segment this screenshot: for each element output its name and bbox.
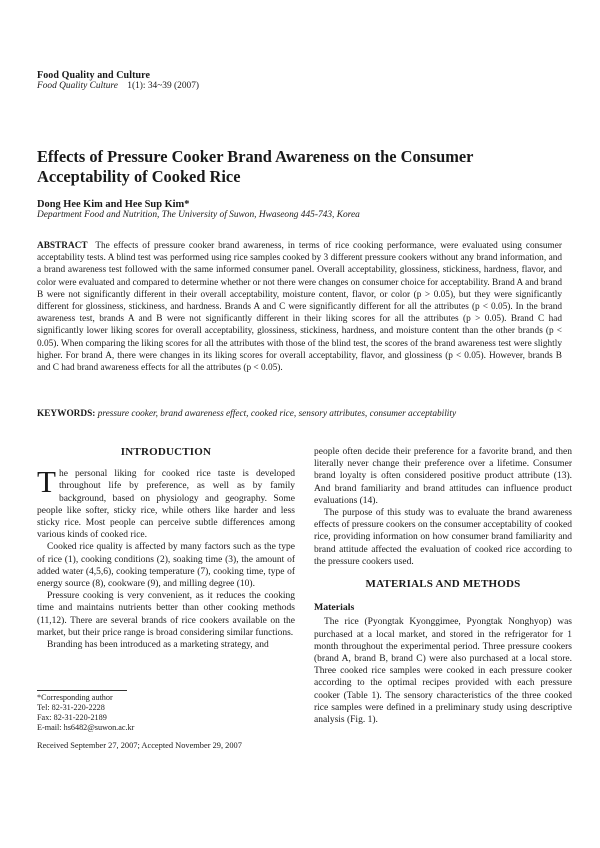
article-affiliation: Department Food and Nutrition, The University of Suwon, Hwaseong 445-743, Korea xyxy=(37,210,360,220)
corresponding-author-footnote xyxy=(37,693,134,733)
right-column xyxy=(314,446,572,726)
footnote-fax: Fax: 82-31-220-2189 xyxy=(37,713,107,722)
dropcap-letter: T xyxy=(37,464,56,500)
footnote-email: E-mail: hs6482@suwon.ac.kr xyxy=(37,723,135,732)
intro-paragraph-6: The purpose of this study was to evaluate the brand awareness effects of pressure cookers on the consumer acceptability of cooked rice, providing information on how consumer brand familiarity and brand attitude affected the evaluation of cooked rice according to the pressure cookers used. xyxy=(314,508,572,567)
intro-paragraph-2: Cooked rice quality is affected by many factors such as the type of rice (1), cooking conditions (2), soaking time (3), the amount of added water (4,5,6), cooking temperature (7), cooking time, type of energy source (8), cookware (9), and milling degree (10). xyxy=(37,542,295,590)
materials-paragraph: The rice (Pyongtak Kyonggimee, Pyongtak Nonghyop) was purchased at a local market, and stored in the refrigerator for 1 month throughout the experimental period. Three pressure cookers (brand A, brand B, brand C) were also purchased at a local store. Three cooked rice samples were cooked in each pressure cooker according to the optimal recipes provided with each pressure cooker (Table 1). The sensory characteristics of the three cooked rice samples were defined in a preliminary study using descriptive analysis (Fig. 1). xyxy=(314,617,572,726)
footnote-tel: Tel: 82-31-220-2228 xyxy=(37,703,105,712)
journal-citation-volume: 1(1): 34~39 (2007) xyxy=(127,81,200,91)
journal-citation xyxy=(37,81,199,91)
intro-paragraph-3: Pressure cooking is very convenient, as it reduces the cooking time and maintains nutrients better than other cooking methods (11,12). There are several brands of rice cookers available on the market, but their price range is broad considering similar functions. xyxy=(37,591,295,638)
intro-paragraph-1: The personal liking for cooked rice taste is developed throughout life by preference, as well as by family background, based on physiology and geography. Some people like softer, sticky rice, while others like harder and less sticky rice. Most people can perceive subtle differences among various kinds of cooked rice. xyxy=(37,464,295,541)
journal-name: Food Quality and Culture xyxy=(37,70,151,81)
methods-heading: MATERIALS AND METHODS xyxy=(365,578,521,591)
journal-citation-title: Food Quality Culture xyxy=(37,81,118,91)
received-accepted-dates: Received September 27, 2007; Accepted November 29, 2007 xyxy=(37,741,242,750)
keywords xyxy=(37,408,562,420)
keywords-text: pressure cooker, brand awareness effect, cooked rice, sensory attributes, consumer acceptability xyxy=(97,409,457,419)
intro-paragraph-5: people often decide their preference for a favorite brand, and then literally never change their preference over a lifetime. Consumer brand loyalty is often considered positive product attribute (13). And brand familiarity and brand attitudes can influence product evaluations (14). xyxy=(314,447,572,506)
article-title: Effects of Pressure Cooker Brand Awareness on the Consumer Acceptability of Cooked Rice xyxy=(37,147,474,186)
footnote-corresponding: *Corresponding author xyxy=(37,693,113,702)
keywords-label: KEYWORDS: xyxy=(37,409,96,419)
intro-paragraph-4: Branding has been introduced as a marketing strategy, and xyxy=(47,640,269,651)
left-column xyxy=(37,446,295,651)
introduction-heading: INTRODUCTION xyxy=(120,446,212,458)
materials-subheading: Materials xyxy=(314,602,355,614)
abstract-label: ABSTRACT xyxy=(37,241,88,251)
footnote-divider xyxy=(37,690,127,691)
abstract-text: The effects of pressure cooker brand awareness, in terms of rice cooking performance, were evaluated using consumer acceptability tests. A blind test was performed using rice samples cooked by 3 different pressure cookers without any brand information, and a brand awareness test followed with the same informed consumer panel. Overall acceptability, glossiness, stickiness, hardness, flavor, and color were evaluated and compared to determine whether or not there were changes on consumer choice for acceptability. Brand A and brand B were not significantly different in their overall acceptability, moisture content, flavor, or color (p > 0.05), but they were significantly different for glossiness, stickiness, and hardness. Brands A and C were significantly different for all the attributes (p < 0.05). In the brand awareness test, brands A and B were not significantly different in their liking scores for all the attributes (p > 0.05). Brand C had significantly lower liking scores for overall acceptability, glossiness, stickiness, hardness, and moisture content than the other brands (p < 0.05). When comparing the liking scores for all the attributes with those of the blind test, the scores of the brand awareness test were slightly higher. For brand A, there were changes in its liking scores for overall acceptability, flavor, and glossiness (p < 0.05). However, brands B and C had brand awareness effects for all the attributes (p < 0.05). xyxy=(37,241,562,374)
article-authors: Dong Hee Kim and Hee Sup Kim* xyxy=(37,199,190,210)
abstract xyxy=(37,240,562,374)
